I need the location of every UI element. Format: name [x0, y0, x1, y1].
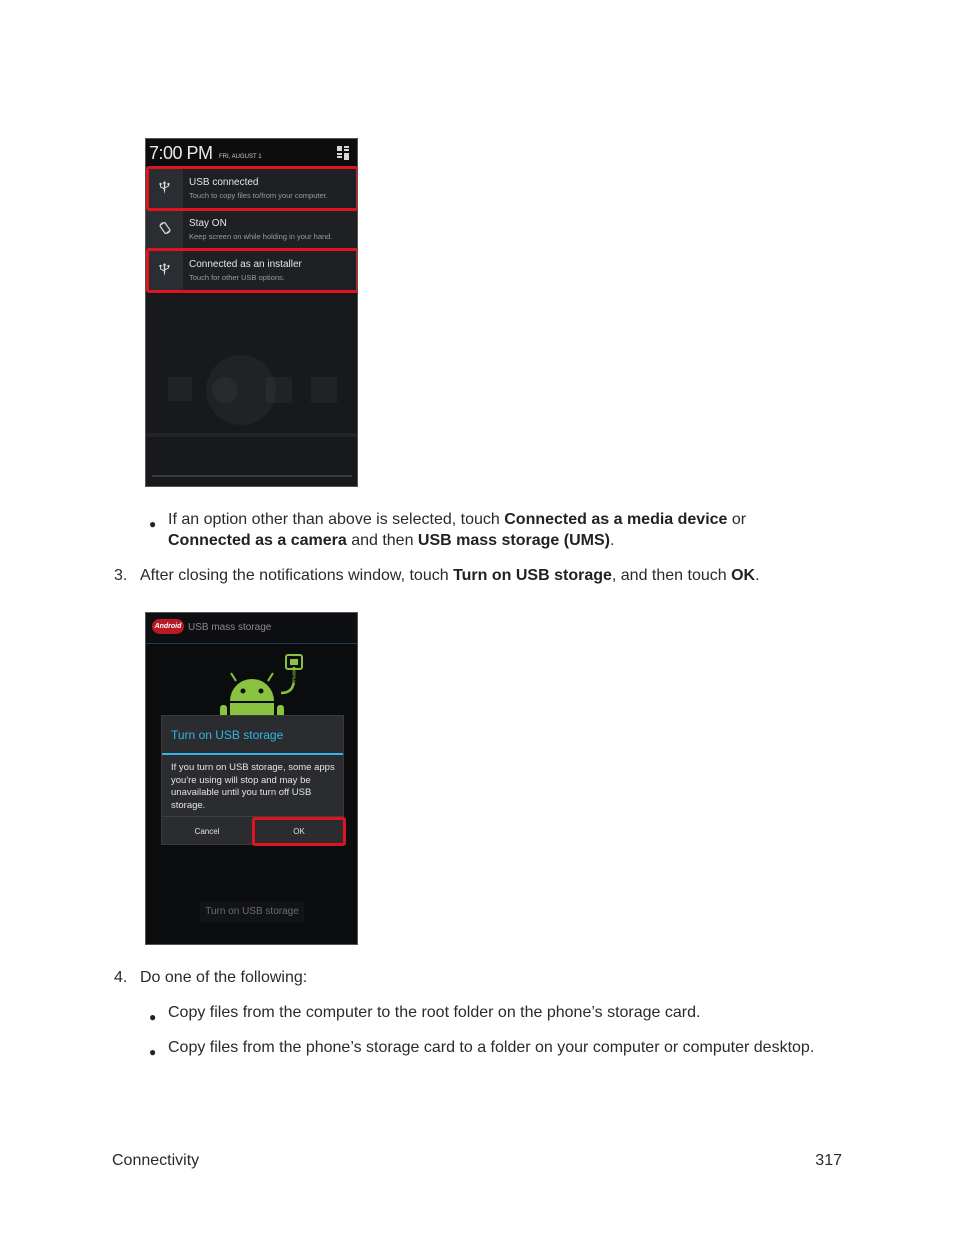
turn-on-usb-storage-button[interactable]: Turn on USB storage — [200, 901, 304, 923]
shade-handle[interactable] — [152, 475, 352, 477]
highlight-usb-connected — [146, 166, 358, 211]
step4-text: Do one of the following: — [140, 969, 308, 986]
bullet-marker: ● — [149, 1010, 157, 1024]
notification-subtitle: Touch to copy files to/from your computer. — [189, 191, 328, 200]
ok-button[interactable]: OK — [293, 827, 305, 836]
dimmed-home-screen — [146, 295, 357, 487]
notification-subtitle: Keep screen on while holding in your hand. — [189, 232, 333, 241]
bold-connected-camera: Connected as a camera — [168, 532, 347, 549]
notification-stay-on[interactable] — [146, 209, 357, 249]
status-bar — [146, 139, 357, 167]
bold-turn-on-usb-storage: Turn on USB storage — [453, 567, 612, 584]
android-logo-icon: Android — [152, 619, 184, 634]
notification-shade-screenshot — [145, 138, 358, 487]
footer-page-number: 317 — [815, 1152, 842, 1169]
bold-ok: OK — [731, 567, 756, 584]
rotate-screen-icon — [159, 222, 171, 234]
highlight-connected-installer — [146, 248, 358, 293]
cancel-button[interactable]: Cancel — [194, 827, 220, 836]
status-date: FRI, AUGUST 1 — [219, 154, 262, 160]
bullet-paragraph-other-option: If an option other than above is selected, touch Connected as a media device or Connected as a camera and then USB mass storage (UMS). — [168, 511, 747, 549]
dialog-message: If you turn on USB storage, some apps you're using will stop and may be unavailable until you turn off USB storage. — [171, 762, 335, 811]
bold-connected-media-device: Connected as a media device — [504, 511, 728, 528]
bold-usb-mass-storage: USB mass storage (UMS) — [417, 532, 610, 549]
highlight-ok-button — [252, 817, 346, 846]
footer-section-name: Connectivity — [112, 1152, 200, 1169]
android-usb-illustration-icon — [216, 653, 311, 723]
notification-title: Connected as an installer — [189, 259, 302, 270]
bullet-marker: ● — [149, 1045, 157, 1059]
usb-mass-storage-screenshot — [145, 612, 358, 945]
quick-settings-icon — [337, 146, 349, 160]
notification-title: Stay ON — [189, 218, 227, 229]
dialog-divider — [162, 753, 343, 755]
dialog-title: Turn on USB storage — [171, 728, 284, 742]
bullet-marker: ● — [149, 517, 157, 531]
notification-subtitle: Touch for other USB options. — [189, 273, 285, 282]
notification-title: USB connected — [189, 177, 259, 188]
step3-text: After closing the notifications window, touch Turn on USB storage, and then touch OK. — [140, 567, 760, 584]
status-time: 7:00 PM — [149, 143, 213, 163]
action-bar-title: USB mass storage — [188, 622, 272, 633]
step-number: 4. — [114, 969, 128, 986]
bullet-copy-to-computer: Copy files from the phone’s storage card to a folder on your computer or computer desktop. — [168, 1039, 815, 1056]
step-number: 3. — [114, 567, 128, 584]
action-bar — [146, 613, 357, 644]
bullet-copy-to-phone: Copy files from the computer to the root folder on the phone’s storage card. — [168, 1004, 701, 1021]
